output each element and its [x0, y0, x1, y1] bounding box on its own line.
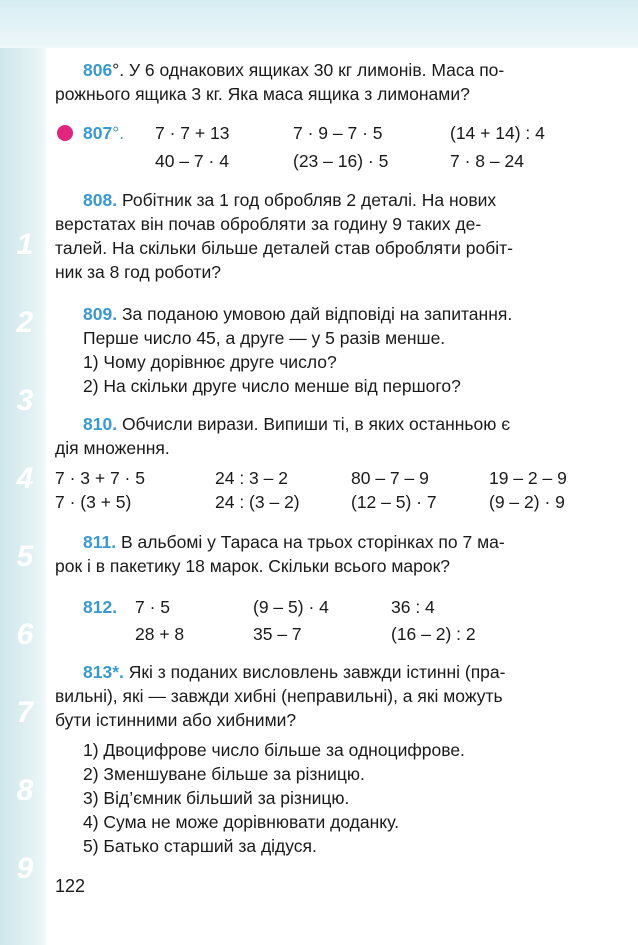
- exercise-line: [55, 188, 590, 212]
- exercise-807-row: [55, 149, 590, 173]
- exercise-812-row: [55, 622, 590, 646]
- exercise-number: 809.: [83, 304, 118, 324]
- expression: 35 – 7: [253, 624, 302, 644]
- exercise-marker: °.: [112, 60, 125, 80]
- exercise-line: [55, 58, 590, 82]
- exercise-808: [55, 188, 590, 284]
- expression: 19 – 2 – 9: [489, 468, 567, 488]
- exercise-line: [83, 302, 590, 326]
- list-item: 4) Сума не може дорівнювати доданку.: [83, 812, 399, 832]
- side-number: 8: [16, 774, 34, 807]
- exercise-number: 806: [83, 60, 113, 80]
- expression: (14 + 14) : 4: [450, 123, 545, 143]
- exercise-807-row: [55, 121, 590, 145]
- exercise-811: [55, 530, 590, 578]
- expression: 7 · 5: [135, 597, 171, 617]
- expression: 80 – 7 – 9: [351, 468, 429, 488]
- expression: (9 – 5) · 4: [253, 597, 329, 617]
- expression: 28 + 8: [135, 624, 185, 644]
- exercise-number: 808.: [83, 190, 118, 210]
- exercise-line: дія множення.: [55, 438, 170, 458]
- side-number: 5: [16, 540, 34, 573]
- expression: 7 · (3 + 5): [55, 492, 132, 512]
- exercise-number: 813*.: [83, 662, 124, 682]
- exercise-810-row: [55, 490, 590, 514]
- expression: (16 – 2) : 2: [391, 624, 476, 644]
- exercise-line: рок і в пакетику 18 марок. Скільки всього марок?: [55, 556, 451, 576]
- exercise-line: верстатах він почав обробляти за годину 9 таких де-: [55, 214, 482, 234]
- top-band: [0, 0, 638, 48]
- side-number: 1: [16, 228, 34, 261]
- exercise-text: В альбомі у Тараса на трьох сторінках по 7 ма-: [120, 532, 505, 552]
- list-item: 1) Двоцифрове число більше за одноцифрове.: [83, 740, 465, 760]
- expression: 36 : 4: [391, 597, 435, 617]
- expression: (9 – 2) · 9: [489, 492, 565, 512]
- expression: 24 : 3 – 2: [215, 468, 288, 488]
- exercise-810: [55, 412, 590, 460]
- exercise-813-list: [55, 738, 590, 858]
- side-number: 3: [16, 384, 34, 417]
- side-number: 4: [16, 462, 34, 495]
- exercise-number: 812.: [83, 597, 118, 617]
- exercise-806: [55, 58, 590, 106]
- expression: 7 · 9 – 7 · 5: [293, 123, 383, 143]
- page-number: 122: [55, 876, 86, 896]
- expression: (12 – 5) · 7: [351, 492, 437, 512]
- exercise-line: 1) Чому дорівнює друге число?: [83, 352, 337, 372]
- exercise-line: рожнього ящика 3 кг. Яка маса ящика з лимонами?: [55, 84, 470, 104]
- side-number: 6: [16, 618, 34, 651]
- exercise-number: 810.: [83, 414, 118, 434]
- side-number: 7: [16, 696, 34, 729]
- side-number: 9: [16, 852, 34, 885]
- exercise-text: Обчисли вирази. Випиши ті, в яких останньою є: [121, 414, 511, 434]
- list-item: 2) Зменшуване більше за різницю.: [83, 764, 365, 784]
- exercise-line: бути істинними або хибними?: [55, 710, 297, 730]
- exercise-line: [55, 530, 590, 554]
- exercise-809: [55, 302, 590, 398]
- exercise-line: [55, 660, 590, 684]
- exercise-text: У 6 однакових ящиках 30 кг лимонів. Маса по-: [128, 60, 505, 80]
- expression: (23 – 16) · 5: [293, 151, 389, 171]
- exercise-text: Робітник за 1 год обробляв 2 деталі. На нових: [121, 190, 497, 210]
- expression: 7 · 7 + 13: [155, 123, 230, 143]
- exercise-line: талей. На скільки більше деталей став обробляти робіт-: [55, 238, 513, 258]
- list-item: 3) Від’ємник більший за різницю.: [83, 788, 350, 808]
- exercise-line: ник за 8 год роботи?: [55, 262, 221, 282]
- exercise-number: 811.: [83, 532, 117, 552]
- exercise-number: 807°.: [83, 123, 125, 143]
- exercise-line: 2) На скільки друге число менше від першого?: [83, 376, 461, 396]
- exercise-text: За поданою умовою дай відповіді на запитання.: [121, 304, 513, 324]
- expression: 7 · 8 – 24: [450, 151, 524, 171]
- list-item: 5) Батько старший за дідуся.: [83, 836, 317, 856]
- side-band: [0, 48, 46, 945]
- exercise-812-row: [55, 595, 590, 619]
- exercise-line: вильні), які — завжди хибні (неправильні), а які можуть: [55, 686, 503, 706]
- exercise-text: Які з поданих висловлень завжди істинні (пра-: [128, 662, 506, 682]
- expression: 7 · 3 + 7 · 5: [55, 468, 145, 488]
- exercise-line: [55, 412, 590, 436]
- exercise-813: [55, 660, 590, 732]
- exercise-810-row: [55, 466, 590, 490]
- side-number: 2: [16, 306, 34, 339]
- expression: 40 – 7 · 4: [155, 151, 229, 171]
- expression: 24 : (3 – 2): [215, 492, 300, 512]
- exercise-line: Перше число 45, а друге — у 5 разів менше.: [83, 328, 446, 348]
